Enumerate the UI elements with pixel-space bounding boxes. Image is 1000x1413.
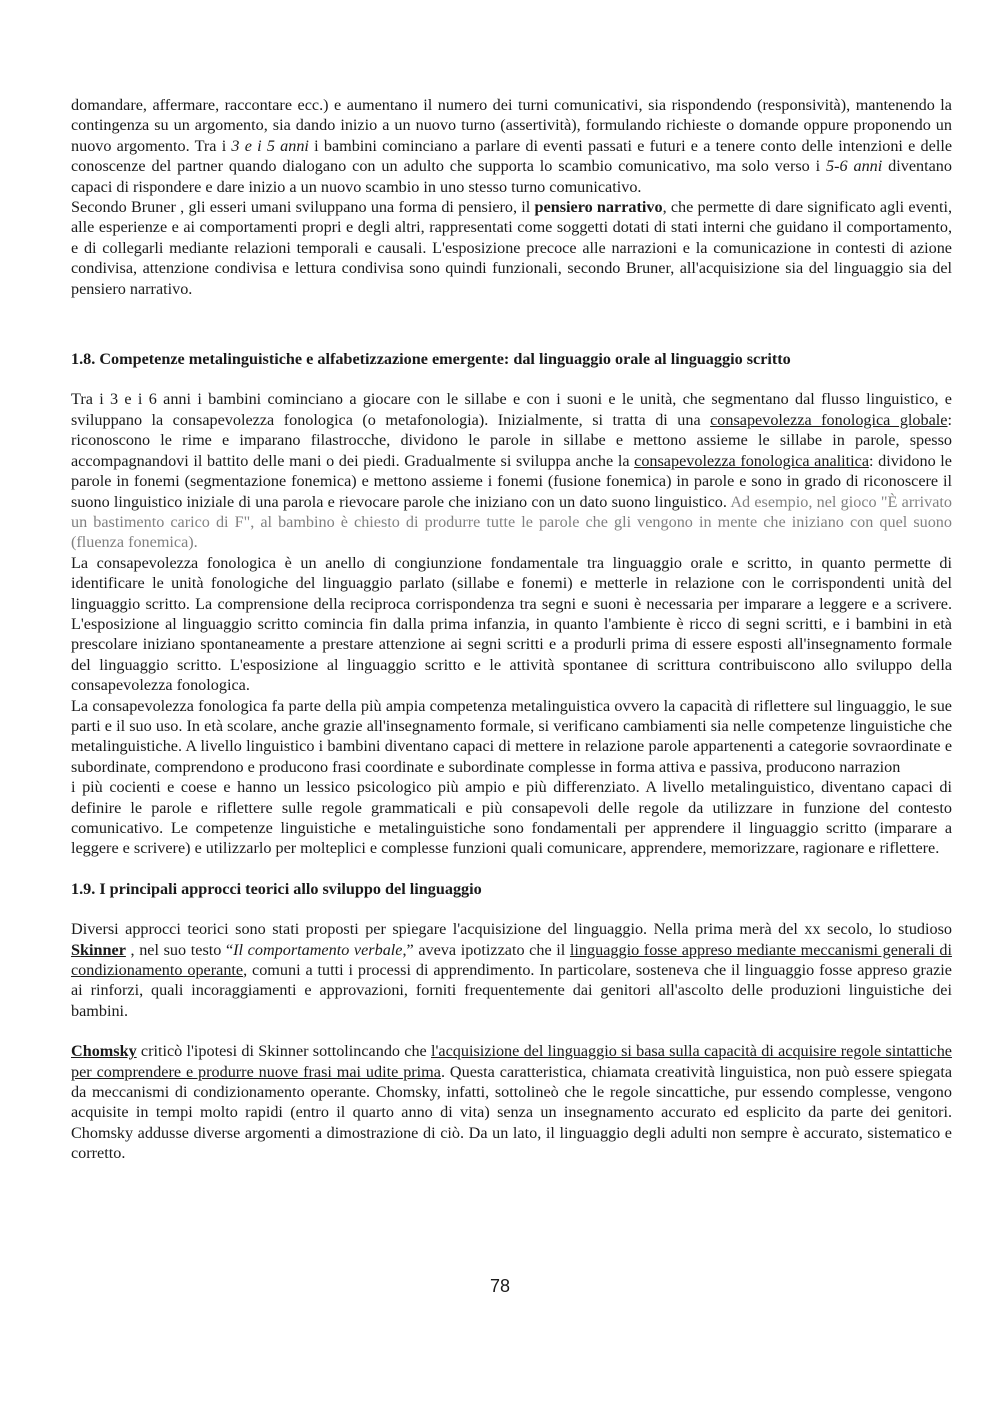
text-run: , nel suo testo “ bbox=[125, 940, 234, 959]
underlined-thesis: linguaggio fosse appreso mediante meccanismi generali di condizionamento operante bbox=[71, 940, 952, 980]
paragraph-metalinguistic: La consapevolezza fonologica fa parte della più ampia competenza metalinguistica ovvero la capacità di riflettere sul linguaggio, le sue parti e il suo uso. In età scolare, anche grazie all'insegnamento formale, si verificano cambiamenti sia nelle competenze linguistiche che metalinguistiche. A livello linguistico i bambini diventano capaci di mettere in relazione parole appartenenti a categorie sovraordinate e subordinate, comprendono e producono frasi coordinate e subordinate complesse in forma attiva e passiva, producono narrazion bbox=[71, 696, 952, 776]
text-run: Diversi approcci teorici sono stati proposti per spiegare l'acquisizione del linguaggio. Nella prima merà del xx secolo, lo studioso bbox=[71, 920, 952, 939]
text-run: diventano capaci di rispondere e dare inizio a un nuovo scambio in uno stesso turno comunicativo. bbox=[71, 157, 952, 196]
age-range-emphasis: 3 e i 5 anni bbox=[231, 136, 309, 155]
section-heading-1-9: 1.9. I principali approcci teorici allo sviluppo del linguaggio bbox=[71, 879, 482, 898]
underlined-term: consapevolezza fonologica globale bbox=[710, 410, 948, 429]
paragraph-turn-taking bbox=[71, 95, 952, 197]
author-name-skinner: Skinner bbox=[71, 940, 126, 959]
paragraph-bruner bbox=[71, 197, 952, 299]
text-run: ,” aveva ipotizzato che il bbox=[402, 940, 570, 959]
paragraph-oral-written-link: La consapevolezza fonologica è un anello di congiunzione fondamentale tra linguaggio orale e scritto, in quanto permette di identificare le unità fonologiche del linguaggio parlato (sillabe e fonemi) e metterle in relazione con le corrispondenti unità del linguaggio scritto. La comprensione della reciproca corrispondenza tra segni e suoni è necessaria per imparare a leggere e a scrivere. L'esposizione al linguaggio scritto comincia fin dalla prima infanzia, in quanto l'ambiente è ricco di segni scritti, e i bambini in età prescolare iniziano spontaneamente a prestare attenzione ai segni scritti e a produrli prima di essere esposti all'insegnamento formale del linguaggio scritto. L'esposizione al linguaggio scritto e le attività spontanee di scrittura contribuiscono allo sviluppo della consapevolezza fonologica. bbox=[71, 553, 952, 695]
underlined-thesis: l'acquisizione del linguaggio si basa sulla capacità di acquisire regole sintattiche per comprendere e produrre nuove frasi mai udite prima bbox=[71, 1042, 952, 1081]
text-run: Secondo Bruner , gli esseri umani sviluppano una forma di pensiero, il bbox=[71, 198, 535, 217]
text-run: . Questa caratteristica, chiamata creatività linguistica, non può essere spiegata da meccanismi di condizionamento operante. Chomsky, infatti, sottolineò che le regole sincattiche, pur essendo complesse, vengono acquisite in tempi molto rapidi (entro il quarto anno di vita) senza un insegnamento accurato ed esplicito da parte dei genitori. Chomsky addusse diverse argomenti a dimostrazione di ciò. Da un lato, il linguaggio degli adulti non sempre è accurato, sistematico e corretto. bbox=[71, 1062, 953, 1163]
text-run: , comuni a tutti i processi di apprendimento. In particolare, sosteneva che il linguaggio fosse appreso grazie ai rinforzi, quali incoraggiamenti e approvazioni, forniti frequentemente dai genitori all'ascolto delle produzioni linguistiche dei bambini. bbox=[71, 961, 952, 1020]
page-number: 78 bbox=[489, 1276, 511, 1296]
text-run: : riconoscono le rime e imparano filastrocche, dividono le parole in sillabe e mettono assieme le sillabe in parole, spesso accompagnandovi il battito delle mani o dei piedi. Gradualmente si sviluppa anche la bbox=[71, 410, 952, 470]
text-run: domandare, affermare, raccontare ecc.) e aumentano il numero dei turni comunicativi, sia rispondendo (responsività), mantenendo la contingenza su un argomento, sia dando inizio a un nuovo turno (assertività), formulando richieste o domande oppure proponendo un nuovo argomento. Tra i bbox=[71, 96, 952, 155]
text-run: i bambini cominciano a parlare di eventi passati e futuri e a tenere conto delle intenzioni e delle conoscenze del partner quando dialogano con un adulto che supporta lo scambio comunicativo, ma solo verso i bbox=[71, 136, 953, 176]
age-range-emphasis: 5-6 anni bbox=[826, 157, 883, 176]
example-gray-text: Ad esempio, nel gioco "È arrivato un bastimento carico di F", al bambino è chiesto di produrre tutte le parole che gli vengono in mente che iniziano con quel suono (fluenza fonemica). bbox=[71, 492, 952, 552]
text-run: , che permette di dare significato agli eventi, alle esperienze e ai comportamenti propri e degli altri, rappresentati come soggetti dotati di stati interni che guidano il comportamento, e di collegarli mediante relazioni temporali e causali. L'esposizione precoce alle narrazioni e la comunicazione in contesti di azione condivisa, attenzione condivisa e lettura condivisa sono quindi funzionali, secondo Bruner, all'acquisizione sia del linguaggio sia del pensiero narrativo. bbox=[71, 198, 952, 298]
section-heading-1-8: 1.8. Competenze metalinguistiche e alfabetizzazione emergente: dal linguaggio orale al linguaggio scritto bbox=[71, 350, 791, 369]
paragraph-skinner bbox=[71, 919, 952, 1021]
paragraph-metalinguistic-continued: i più cocienti e coese e hanno un lessico psicologico più ampio e più differenziato. A livello metalinguistico, diventano capaci di definire le parole e riflettere sulle regole grammaticali e più consapevoli delle regole da utilizzare in funzione del contesto comunicativo. Le competenze linguistiche e metalinguistiche sono fondamentali per apprendere il linguaggio scritto (imparare a leggere e scrivere) e utilizzarlo per molteplici e complesse funzioni quali comunicare, apprendere, memorizzare, ragionare e riflettere. bbox=[71, 778, 952, 858]
author-name-chomsky: Chomsky bbox=[71, 1042, 137, 1061]
underlined-term: consapevolezza fonologica analitica bbox=[634, 451, 869, 470]
book-title: Il comportamento verbale bbox=[233, 940, 403, 959]
paragraph-chomsky bbox=[71, 1041, 952, 1163]
key-term-narrative-thought: pensiero narrativo bbox=[534, 198, 663, 217]
text-run: Tra i 3 e i 6 anni i bambini cominciano a giocare con le sillabe e con i suoni e le unità, che segmentano dal flusso linguistico, e sviluppano la consapevolezza fonologica (o metafonologia). Inizialmente, si tratta di una bbox=[71, 390, 952, 429]
text-run: criticò l'ipotesi di Skinner sottolincando che bbox=[136, 1042, 431, 1061]
document-page bbox=[71, 95, 952, 1164]
text-run: : dividono le parole in fonemi (segmentazione fonemica) e mettono assieme i fonemi (fusione fonemica) in parole e sono in grado di riconoscere il suono linguistico iniziale di una parola e rievocare parole che iniziano con un dato suono linguistico. bbox=[71, 451, 952, 511]
paragraph-phonological-awareness bbox=[71, 389, 952, 552]
